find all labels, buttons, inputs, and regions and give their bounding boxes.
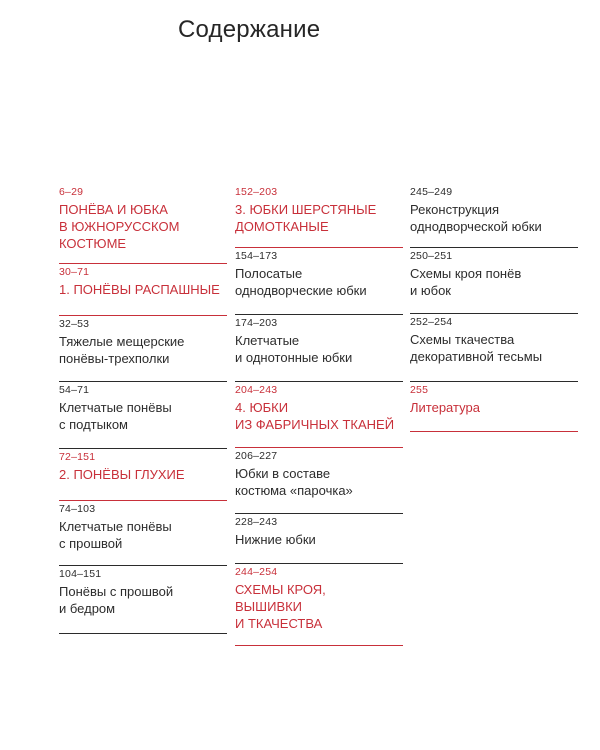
- toc-entry-title-line: и бедром: [59, 601, 116, 616]
- toc-column-3: [410, 184, 578, 432]
- toc-entry-title-line: с подтыком: [59, 417, 128, 432]
- toc-entry-title-line: и однотонные юбки: [235, 350, 353, 365]
- toc-entry-pages: 244–254: [235, 566, 278, 578]
- toc-entry-title-line: Клетчатые понёвы: [59, 400, 172, 415]
- toc-entry-title-line: СХЕМЫ КРОЯ,: [235, 582, 326, 597]
- toc-entry-title-line: Юбки в составе: [235, 466, 331, 481]
- toc-entry-title-line: Полосатые: [235, 266, 303, 281]
- toc-entry-title-line: Литература: [410, 400, 480, 415]
- toc-entry-title-line: понёвы-трехполки: [59, 351, 170, 366]
- toc-entry-title: [235, 332, 403, 366]
- toc-entry-title: [235, 581, 403, 632]
- toc-entry-pages: 252–254: [410, 316, 453, 328]
- toc-entry-pages: 152–203: [235, 186, 278, 198]
- toc-entry[interactable]: [410, 314, 578, 382]
- toc-entry-title: [59, 518, 227, 552]
- toc-entry[interactable]: [59, 566, 227, 634]
- toc-entry-title: [410, 201, 578, 235]
- toc-entry-title: [235, 265, 403, 299]
- toc-entry-pages: 30–71: [59, 266, 90, 278]
- toc-entry-title-line: ВЫШИВКИ: [235, 599, 303, 614]
- toc-entry-title-line: однодворческой юбки: [410, 219, 542, 234]
- toc-entry-pages: 174–203: [235, 317, 278, 329]
- toc-entry-pages: 74–103: [59, 503, 96, 515]
- toc-entry-title: [59, 466, 227, 483]
- toc-entry-pages: 206–227: [235, 450, 278, 462]
- toc-entry-title-line: Тяжелые мещерские: [59, 334, 185, 349]
- page-title: Содержание: [178, 16, 321, 43]
- toc-entry[interactable]: [235, 248, 403, 315]
- toc-entry-pages: 72–151: [59, 451, 96, 463]
- toc-entry-title: [59, 583, 227, 617]
- toc-entry-title: [410, 399, 578, 416]
- toc-entry-pages: 250–251: [410, 250, 453, 262]
- toc-entry[interactable]: [410, 184, 578, 248]
- toc-entry-title-line: Нижние юбки: [235, 532, 316, 547]
- toc-entry-title-line: Реконструкция: [410, 202, 500, 217]
- toc-entry-title-line: 1. ПОНЁВЫ РАСПАШНЫЕ: [59, 282, 220, 297]
- toc-entry-pages: 104–151: [59, 568, 102, 580]
- toc-entry[interactable]: [59, 382, 227, 449]
- toc-entry-title-line: ДОМОТКАНЫЕ: [235, 219, 329, 234]
- toc-entry-title: [59, 201, 227, 252]
- toc-entry-title: [235, 465, 403, 499]
- toc-entry-title-line: ИЗ ФАБРИЧНЫХ ТКАНЕЙ: [235, 417, 395, 432]
- toc-entry-title-line: костюма «парочка»: [235, 483, 353, 498]
- toc-column-2: [235, 184, 403, 646]
- toc-entry-title: [410, 331, 578, 365]
- toc-entry-title: [59, 399, 227, 433]
- toc-entry[interactable]: [59, 501, 227, 566]
- toc-entry-title: [410, 265, 578, 299]
- toc-entry-pages: 255: [410, 384, 429, 396]
- toc-entry[interactable]: [235, 184, 403, 248]
- toc-entry-title-line: с прошвой: [59, 536, 123, 551]
- toc-entry-title: [235, 399, 403, 433]
- toc-entry-title-line: Схемы ткачества: [410, 332, 515, 347]
- toc-entry-title-line: декоративной тесьмы: [410, 349, 543, 364]
- toc-entry-pages: 32–53: [59, 318, 90, 330]
- toc-entry-title: [59, 333, 227, 367]
- toc-entry[interactable]: [235, 315, 403, 382]
- toc-entry-pages: 154–173: [235, 250, 278, 262]
- toc-entry-pages: 6–29: [59, 186, 84, 198]
- toc-entry-title: [235, 201, 403, 235]
- toc-entry[interactable]: [59, 316, 227, 382]
- toc-entry-pages: 228–243: [235, 516, 278, 528]
- toc-entry-title-line: однодворческие юбки: [235, 283, 367, 298]
- toc-entry-title-line: ПОНЁВА И ЮБКА: [59, 202, 168, 217]
- toc-column-1: [59, 184, 227, 634]
- toc-entry-title-line: В ЮЖНОРУССКОМ: [59, 219, 180, 234]
- toc-entry[interactable]: [410, 382, 578, 432]
- toc-entry-title-line: КОСТЮМЕ: [59, 236, 127, 251]
- toc-entry-pages: 245–249: [410, 186, 453, 198]
- toc-entry-title-line: И ТКАЧЕСТВА: [235, 616, 323, 631]
- toc-entry[interactable]: [235, 514, 403, 564]
- toc-entry-pages: 54–71: [59, 384, 90, 396]
- toc-entry-title: [59, 281, 227, 298]
- toc-entry-title: [235, 531, 403, 548]
- toc-entry[interactable]: [235, 382, 403, 448]
- toc-entry-title-line: 4. ЮБКИ: [235, 400, 289, 415]
- toc-entry[interactable]: [235, 448, 403, 514]
- toc-entry[interactable]: [59, 264, 227, 316]
- toc-entry[interactable]: [235, 564, 403, 646]
- toc-entry-title-line: 3. ЮБКИ ШЕРСТЯНЫЕ: [235, 202, 377, 217]
- toc-entry[interactable]: [59, 449, 227, 501]
- toc-entry-title-line: 2. ПОНЁВЫ ГЛУХИЕ: [59, 467, 185, 482]
- toc-entry-title-line: Схемы кроя понёв: [410, 266, 522, 281]
- toc-entry-pages: 204–243: [235, 384, 278, 396]
- toc-entry-title-line: Понёвы с прошвой: [59, 584, 174, 599]
- toc-entry-title-line: Клетчатые: [235, 333, 300, 348]
- toc-entry-title-line: Клетчатые понёвы: [59, 519, 172, 534]
- toc-entry-title-line: и юбок: [410, 283, 451, 298]
- toc-entry[interactable]: [59, 184, 227, 264]
- toc-entry[interactable]: [410, 248, 578, 314]
